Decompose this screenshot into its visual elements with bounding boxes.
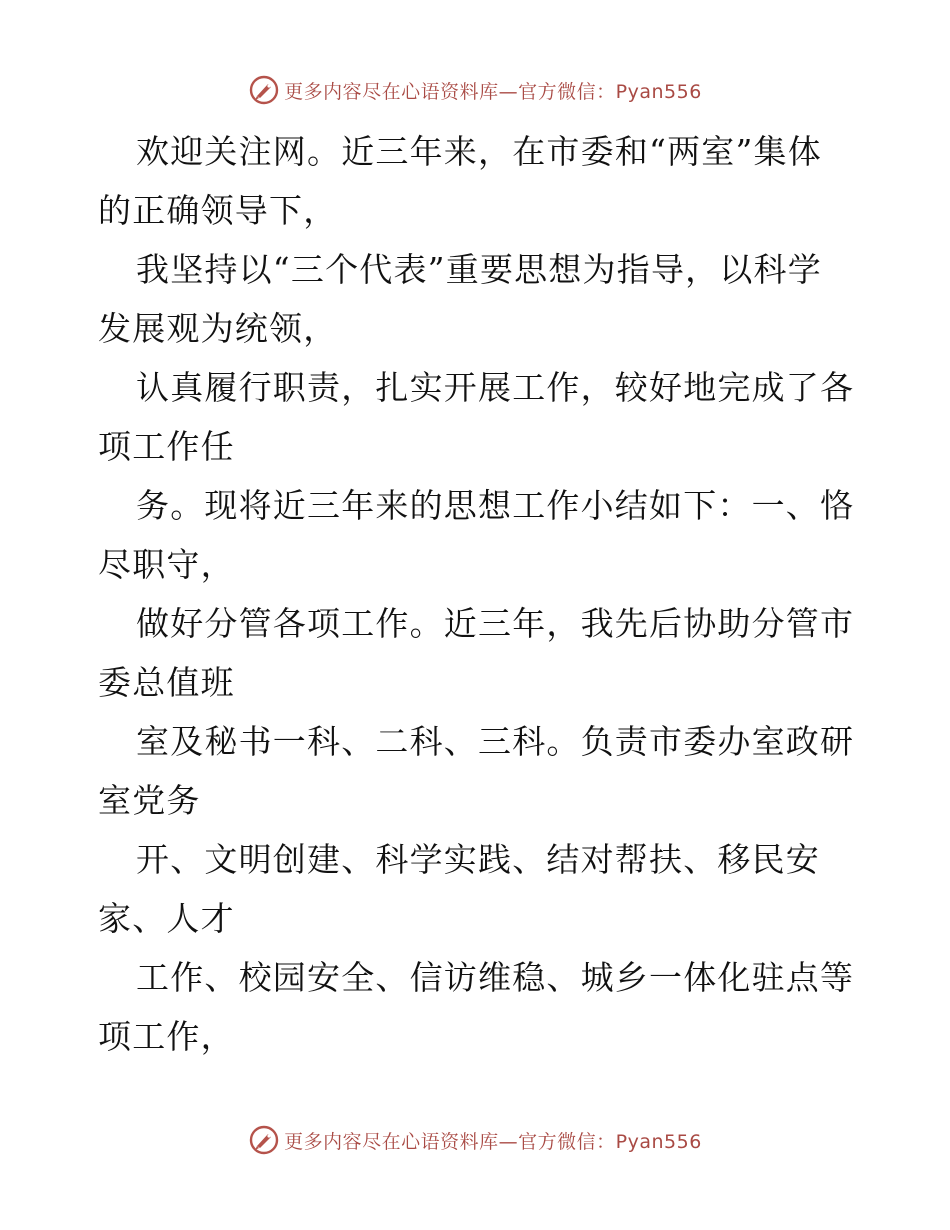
text-line: 做好分管各项工作。近三年，我先后协助分管市	[136, 604, 855, 643]
paragraph	[98, 712, 858, 830]
header-banner	[0, 70, 950, 110]
text-line: 发展观为统领，	[98, 309, 338, 348]
text-line: 室党务	[98, 781, 201, 820]
paragraph	[98, 476, 858, 594]
banner-text: 更多内容尽在心语资料库—官方微信：Pyan556	[284, 80, 702, 103]
text-line: 认真履行职责，扎实开展工作，较好地完成了各	[136, 368, 855, 407]
pen-nib-icon	[248, 74, 280, 106]
text-line: 项工作，	[98, 1017, 235, 1056]
text-line: 项工作任	[98, 427, 235, 466]
text-line: 我坚持以“三个代表”重要思想为指导，以科学	[136, 250, 822, 289]
text-line: 的正确领导下，	[98, 191, 338, 230]
paragraph	[98, 948, 858, 1066]
paragraph	[98, 594, 858, 712]
banner-text: 更多内容尽在心语资料库—官方微信：Pyan556	[284, 1130, 702, 1153]
paragraph	[98, 830, 858, 948]
paragraph	[98, 358, 858, 476]
pen-nib-icon	[248, 1124, 280, 1156]
text-line: 务。现将近三年来的思想工作小结如下：一、恪	[136, 486, 855, 525]
text-line: 尽职守，	[98, 545, 235, 584]
text-line: 家、人才	[98, 899, 235, 938]
paragraph	[98, 122, 858, 240]
body-text	[98, 122, 858, 1066]
text-line: 委总值班	[98, 663, 235, 702]
paragraph	[98, 240, 858, 358]
text-line: 欢迎关注网。近三年来，在市委和“两室”集体	[136, 132, 822, 171]
text-line: 室及秘书一科、二科、三科。负责市委办室政研	[136, 722, 855, 761]
text-line: 开、文明创建、科学实践、结对帮扶、移民安	[136, 840, 820, 879]
footer-banner	[0, 1120, 950, 1160]
text-line: 工作、校园安全、信访维稳、城乡一体化驻点等	[136, 958, 855, 997]
